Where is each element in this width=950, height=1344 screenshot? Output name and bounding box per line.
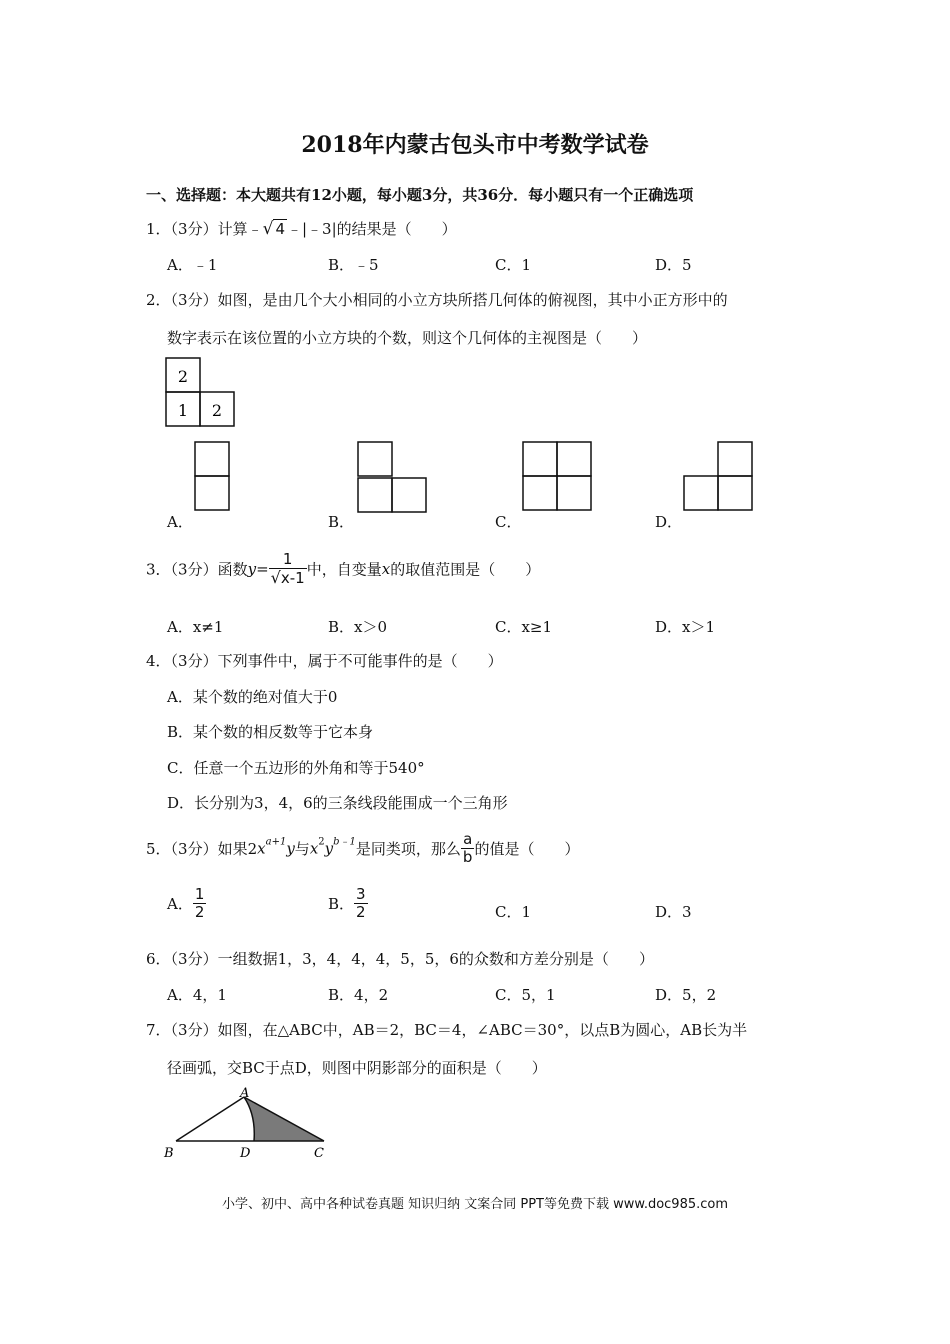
q4-option-c: C．任意一个五边形的外角和等于540° — [167, 759, 425, 777]
q3-option-a: A．x≠1 — [167, 618, 224, 636]
q1-sqrt: √ 4 — [262, 219, 285, 239]
q5-y2: y — [324, 839, 334, 858]
question-1-stem — [146, 218, 457, 239]
q5-fraction — [461, 832, 475, 865]
q5-option-b — [328, 887, 368, 920]
q3-option-c: C．x≥1 — [495, 618, 553, 636]
q5-option-c: C．1 — [495, 903, 532, 921]
q4-option-b: B．某个数的相反数等于它本身 — [167, 723, 374, 741]
q6-option-c: C．5，1 — [495, 986, 556, 1004]
question-2-line-1: 2．（3分）如图，是由几个大小相同的小立方块所搭几何体的俯视图，其中小正方形中的 — [146, 291, 728, 309]
q3-stem-c: 的取值范围是（ ） — [390, 560, 541, 579]
q1-stem-a: 1．（3分）计算﹣ — [146, 220, 263, 238]
q5-option-b-numerator: 3 — [356, 885, 366, 903]
footer-note: 小学、初中、高中各种试卷真题 知识归纳 文案合同 PPT等免费下载 www.doc985.com — [221, 1197, 729, 1212]
top-view-number-1: 2 — [177, 367, 189, 386]
q1-radicand: 4 — [275, 220, 285, 238]
top-view-number-3: 2 — [211, 401, 223, 420]
q5-stem-a: 5．（3分）如果2 — [146, 840, 258, 858]
q1-option-d: D．5 — [655, 256, 692, 274]
q1-option-c: C．1 — [495, 256, 532, 274]
q5-y: y — [286, 839, 295, 858]
q5-option-b-fraction — [354, 887, 368, 920]
top-view-number-2: 1 — [177, 401, 189, 420]
q2-option-d-figure — [682, 440, 756, 512]
q1-option-b: B．﹣5 — [328, 256, 379, 274]
q2-option-d: D． — [655, 513, 683, 531]
q5-option-a-numerator: 1 — [194, 885, 205, 903]
question-6-stem: 6．（3分）一组数据1，3，4，4，4，5，5，6的众数和方差分别是（ ） — [146, 950, 654, 968]
q1-option-a: A．﹣1 — [167, 256, 218, 274]
q3-var-x: x — [381, 560, 391, 578]
q5-x: x — [257, 839, 266, 858]
q2-option-a-figure — [193, 440, 231, 512]
q6-option-a: A．4，1 — [167, 986, 227, 1004]
q3-eq: = — [256, 560, 269, 578]
page-title: 2018年内蒙古包头市中考数学试卷 — [301, 132, 649, 158]
q4-option-a: A．某个数的绝对值大于0 — [167, 688, 338, 706]
q3-fraction-denominator: √x-1 — [270, 568, 305, 587]
q4-option-d: D．长分别为3，4，6的三条线段能围成一个三角形 — [167, 794, 508, 812]
q5-option-a-denominator: 2 — [194, 903, 205, 921]
q5-exp-1: a+1 — [265, 836, 287, 848]
q2-option-c: C． — [495, 513, 522, 531]
q6-option-d: D．5，2 — [655, 986, 717, 1004]
question-2-line-2: 数字表示在该位置的小立方块的个数，则这个几何体的主视图是（ ） — [167, 329, 648, 347]
q5-fraction-numerator: a — [461, 832, 475, 849]
segment-ab — [176, 1097, 244, 1141]
q3-fraction — [269, 552, 307, 586]
q5-stem-c: 的值是（ ） — [474, 840, 580, 858]
q5-option-a — [167, 887, 206, 920]
q2-option-a: A． — [167, 513, 193, 531]
q6-option-b: B．4，2 — [328, 986, 389, 1004]
q3-var-y: y — [247, 560, 257, 578]
q5-stem-b: 是同类项，那么 — [355, 840, 461, 858]
section-heading: 一、选择题：本大题共有12小题，每小题3分，共36分．每小题只有一个正确选项 — [146, 186, 694, 204]
q7-triangle-figure — [160, 1085, 340, 1163]
label-b: B — [164, 1146, 174, 1161]
q5-exp-3: b﹣1 — [333, 836, 356, 848]
q3-option-d: D．x＞1 — [655, 618, 716, 636]
q3-fraction-numerator: 1 — [269, 552, 307, 569]
q3-radicand: x-1 — [280, 569, 305, 587]
label-c: C — [314, 1146, 324, 1161]
q5-option-d: D．3 — [655, 903, 692, 921]
q1-stem-b: ﹣|﹣3|的结果是（ ） — [286, 220, 457, 238]
question-5-stem — [146, 832, 579, 865]
q3-stem-a: 3．（3分）函数 — [146, 560, 248, 579]
q5-exp-2: 2 — [318, 836, 325, 848]
q2-option-b-figure-full — [356, 440, 430, 516]
q5-fraction-denominator: b — [462, 848, 473, 866]
q5-mid: 与 — [294, 840, 310, 858]
q2-option-b: B． — [328, 513, 355, 531]
q5-option-b-label: B． — [328, 895, 355, 913]
label-d: D — [240, 1146, 251, 1161]
q3-stem-b: 中，自变量 — [306, 560, 382, 579]
q5-option-a-label: A． — [167, 895, 193, 913]
q5-option-b-denominator: 2 — [356, 903, 366, 921]
q2-top-view-figure — [164, 356, 238, 428]
q2-option-c-figure — [521, 440, 595, 512]
question-4-stem: 4．（3分）下列事件中，属于不可能事件的是（ ） — [146, 652, 503, 670]
q5-x2: x — [309, 839, 319, 858]
q3-option-b: B．x＞0 — [328, 618, 388, 636]
q5-option-a-fraction — [193, 887, 207, 920]
question-7-line-1: 7．（3分）如图，在△ABC中，AB＝2，BC＝4，∠ABC＝30°，以点B为圆心，AB长为半 — [146, 1021, 748, 1039]
question-7-line-2: 径画弧，交BC于点D，则图中阴影部分的面积是（ ） — [167, 1059, 547, 1077]
label-a: A — [240, 1086, 250, 1101]
question-3-stem — [146, 552, 540, 586]
